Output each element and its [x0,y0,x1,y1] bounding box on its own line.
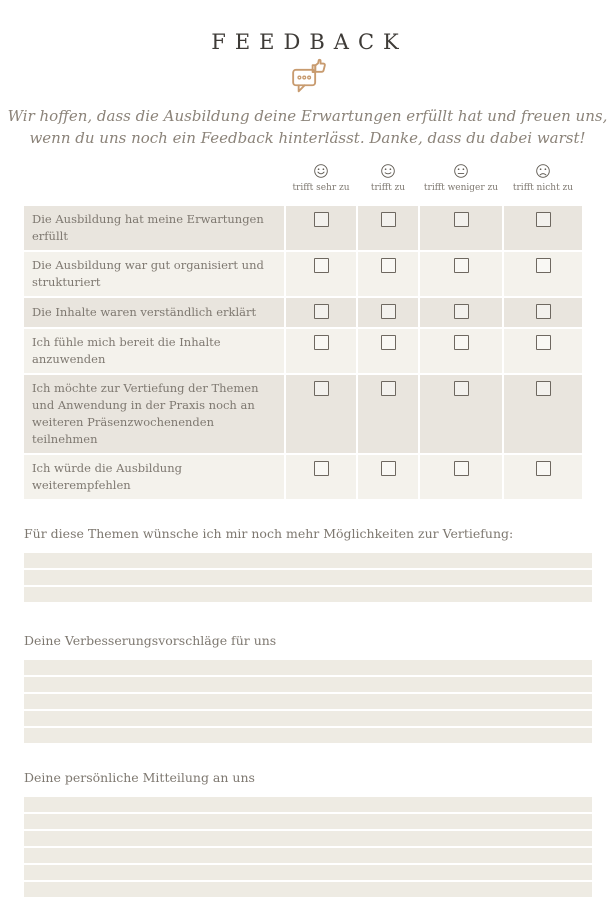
question-text: Die Ausbildung hat meine Erwartungen erfüllt [24,206,284,250]
rating-row [24,329,582,373]
rating-checkbox[interactable] [314,381,329,396]
rating-cell [358,252,418,296]
question-text: Ich würde die Ausbildung weiterempfehlen [24,455,284,499]
rating-checkbox[interactable] [536,304,551,319]
intro-line-1: Wir hoffen, dass die Ausbildung deine Erwartungen erfüllt hat und freuen uns, [7,107,608,125]
rating-cell [504,252,582,296]
section-persoenliche-mitteilung [24,770,592,897]
question-text: Ich möchte zur Vertiefung der Themen und Anwendung in der Praxis noch an weiteren Präsenzwochenenden teilnehmen [24,375,284,453]
scale-col-trifft-nicht-zu [504,163,582,193]
scale-col-trifft-zu [358,163,418,193]
answer-line[interactable] [24,711,592,726]
rating-cell [286,329,356,373]
rating-checkbox[interactable] [454,258,469,273]
rating-cell [286,375,356,453]
smiley-frown-icon [535,163,551,179]
intro-line-2: wenn du uns noch ein Feedback hinterlässt. Danke, dass du dabei warst! [29,129,586,147]
rating-checkbox[interactable] [454,335,469,350]
answer-line[interactable] [24,865,592,880]
rating-checkbox[interactable] [314,304,329,319]
scale-label: trifft nicht zu [512,183,574,193]
section-label: Deine persönliche Mitteilung an uns [24,770,255,785]
rating-cell [420,375,502,453]
rating-cell [504,298,582,327]
section-label: Für diese Themen wünsche ich mir noch mehr Möglichkeiten zur Vertiefung: [24,526,514,541]
rating-cell [504,329,582,373]
smiley-big-smile-icon [313,163,329,179]
rating-cell [286,252,356,296]
rating-checkbox[interactable] [454,381,469,396]
rating-cell [420,252,502,296]
rating-cell [420,206,502,250]
rating-checkbox[interactable] [381,212,396,227]
answer-line[interactable] [24,831,592,846]
section-verbesserungsvorschlaege [24,633,592,743]
answer-line[interactable] [24,848,592,863]
rating-checkbox[interactable] [314,258,329,273]
question-text: Die Inhalte waren verständlich erklärt [24,298,284,327]
answer-line[interactable] [24,728,592,743]
rating-cell [420,329,502,373]
question-text: Ich fühle mich bereit die Inhalte anzuwenden [24,329,284,373]
rating-scale-header [24,163,582,193]
rating-row [24,298,582,327]
section-vertiefung [24,526,592,602]
rating-cell [286,298,356,327]
rating-cell [504,206,582,250]
rating-checkbox[interactable] [454,304,469,319]
scale-label: trifft zu [370,183,406,193]
intro-text [0,105,615,149]
rating-checkbox[interactable] [536,381,551,396]
scale-col-trifft-sehr-zu [286,163,356,193]
rating-checkbox[interactable] [536,258,551,273]
answer-line[interactable] [24,797,592,812]
answer-line[interactable] [24,660,592,675]
rating-checkbox[interactable] [381,461,396,476]
rating-row [24,455,582,499]
answer-line[interactable] [24,677,592,692]
header-icon-wrap [0,58,615,96]
answer-line[interactable] [24,570,592,585]
rating-row [24,252,582,296]
rating-row [24,375,582,453]
rating-checkbox[interactable] [536,212,551,227]
rating-row [24,206,582,250]
answer-line[interactable] [24,694,592,709]
rating-checkbox[interactable] [314,335,329,350]
rating-cell [504,375,582,453]
rating-checkbox[interactable] [314,212,329,227]
rating-cell [358,455,418,499]
smiley-smile-icon [380,163,396,179]
scale-label: trifft sehr zu [292,183,350,193]
rating-cell [286,455,356,499]
rating-cell [358,206,418,250]
rating-table [0,206,615,499]
rating-cell [358,298,418,327]
rating-checkbox[interactable] [381,304,396,319]
rating-checkbox[interactable] [381,335,396,350]
rating-cell [358,375,418,453]
rating-checkbox[interactable] [536,461,551,476]
rating-checkbox[interactable] [314,461,329,476]
rating-checkbox[interactable] [536,335,551,350]
rating-checkbox[interactable] [454,461,469,476]
answer-line[interactable] [24,553,592,568]
rating-checkbox[interactable] [381,381,396,396]
smiley-neutral-icon [453,163,469,179]
page-title: FEEDBACK [211,30,408,54]
rating-cell [420,455,502,499]
rating-cell [286,206,356,250]
scale-col-trifft-weniger-zu [420,163,502,193]
rating-checkbox[interactable] [381,258,396,273]
rating-checkbox[interactable] [454,212,469,227]
rating-cell [420,298,502,327]
scale-header-spacer [24,163,284,193]
rating-cell [504,455,582,499]
question-text: Die Ausbildung war gut organisiert und strukturiert [24,252,284,296]
rating-cell [358,329,418,373]
answer-line[interactable] [24,587,592,602]
feedback-bubble-thumbs-up-icon [286,58,330,96]
section-label: Deine Verbesserungsvorschläge für uns [24,633,277,648]
answer-line[interactable] [24,814,592,829]
scale-label: trifft weniger zu [423,183,499,193]
answer-line[interactable] [24,882,592,897]
